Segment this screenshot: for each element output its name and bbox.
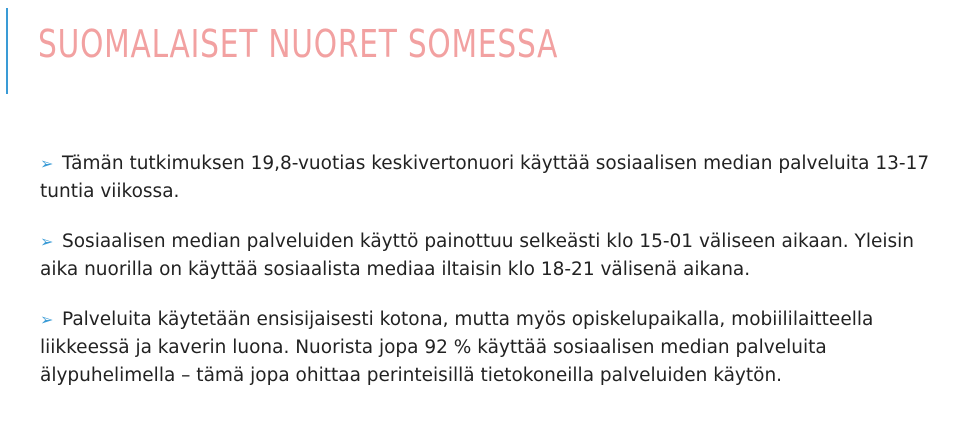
bullet-text: Palveluita käytetään ensisijaisesti kotona, mutta myös opiskelupaikalla, mobiililaitteella liikkeessä ja kaverin luona. Nuorista jopa 92 % käyttää sosiaalisen median palveluita älypuhelimella – tämä jopa ohittaa perinteisillä tietokoneilla palveluiden käytön. xyxy=(40,309,874,386)
accent-bar xyxy=(6,8,8,94)
arrow-bullet-icon: ➢ xyxy=(40,310,54,329)
bullet-item xyxy=(40,306,956,390)
bullet-text: Sosiaalisen median palveluiden käyttö painottuu selkeästi klo 15-01 väliseen aikaan. Yleisin aika nuorilla on käyttää sosiaalista mediaa iltaisin klo 18-21 välisenä aikana. xyxy=(40,231,915,280)
bullet-item xyxy=(40,228,956,284)
bullet-text: Tämän tutkimuksen 19,8-vuotias keskivertonuori käyttää sosiaalisen median palveluita 13-17 tuntia viikossa. xyxy=(40,153,930,202)
arrow-bullet-icon: ➢ xyxy=(40,232,54,251)
bullet-list xyxy=(40,150,956,412)
slide-title: SUOMALAISET NUORET SOMESSA xyxy=(38,22,559,66)
arrow-bullet-icon: ➢ xyxy=(40,154,54,173)
bullet-item xyxy=(40,150,956,206)
